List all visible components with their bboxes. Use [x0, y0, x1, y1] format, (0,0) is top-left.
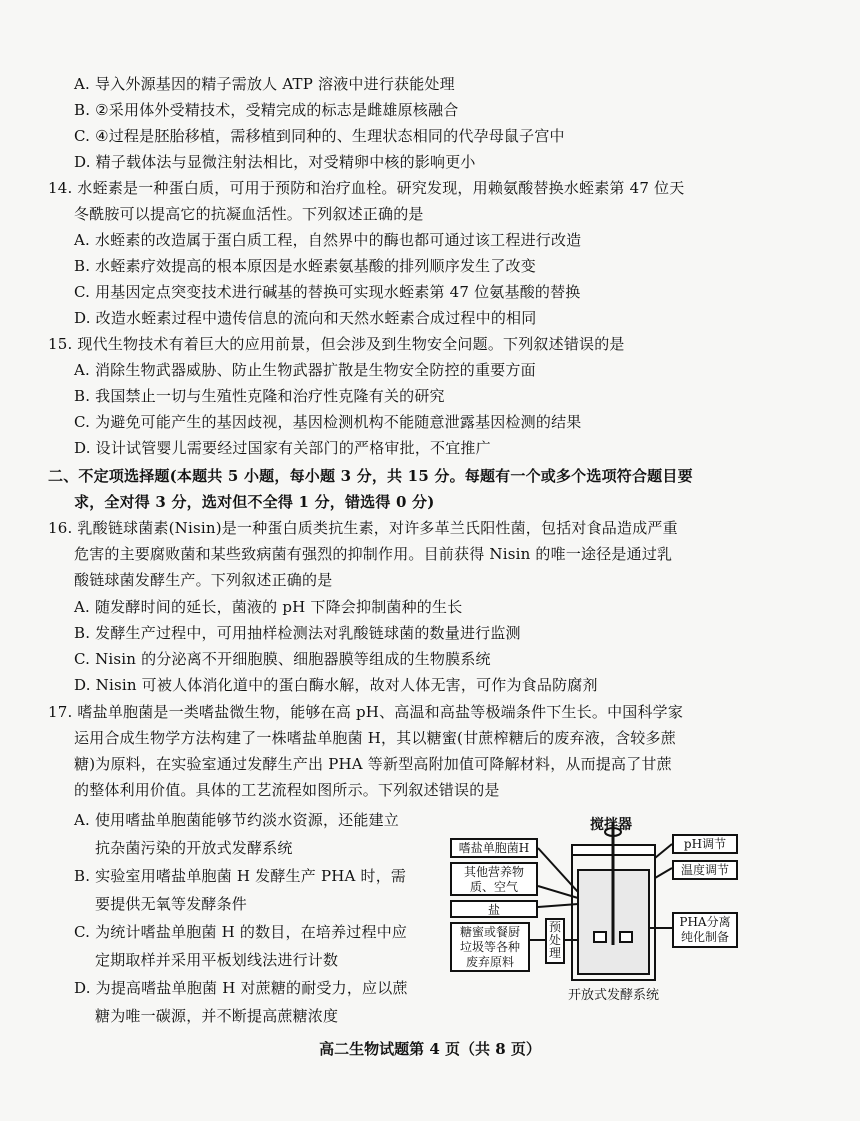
line-13d: D. 精子载体法与显微注射法相比，对受精卵中核的影响更小 [74, 153, 476, 171]
line-16d: D. Nisin 可被人体消化道中的蛋白酶水解，故对人体无害，可作为食品防腐剂 [74, 676, 598, 694]
question-17-stem-cont2: 糖)为原料，在实验室通过发酵生产出 PHA 等新型高附加值可降解材料，从而提高了甘蔗 [74, 755, 672, 773]
ph-box: pH调节 [672, 834, 738, 854]
line-17d: D. 为提高嗜盐单胞菌 H 对蔗糖的耐受力，应以蔗 [74, 979, 408, 997]
question-16-stem-cont2: 酸链球菌发酵生产。下列叙述正确的是 [74, 571, 333, 589]
impeller-left [594, 932, 606, 942]
line-17c-cont: 定期取样并采用平板划线法进行计数 [95, 951, 339, 969]
line-14d: D. 改造水蛭素过程中遗传信息的流向和天然水蛭素合成过程中的相同 [74, 309, 537, 327]
pha-box: PHA分离纯化制备 [672, 912, 738, 948]
temp-box: 温度调节 [672, 860, 738, 880]
nutrients-box: 其他营养物质、空气 [450, 862, 538, 896]
page-footer: 高二生物试题第 4 页（共 8 页） [319, 1040, 541, 1058]
question-14-stem: 14. 水蛭素是一种蛋白质，可用于预防和治疗血栓。研究发现，用赖氨酸替换水蛭素第 47 位天 [48, 179, 685, 197]
line-15a: A. 消除生物武器威胁、防止生物武器扩散是生物安全防控的重要方面 [74, 361, 536, 379]
line-15d: D. 设计试管婴儿需要经过国家有关部门的严格审批，不宜推广 [74, 439, 491, 457]
line-16b: B. 发酵生产过程中，可用抽样检测法对乳酸链球菌的数量进行监测 [74, 624, 521, 642]
line-17a-cont: 抗杂菌污染的开放式发酵系统 [95, 839, 293, 857]
question-17-stem: 17. 嗜盐单胞菌是一类嗜盐微生物，能够在高 pH、高温和高盐等极端条件下生长。中国科学家 [48, 703, 684, 721]
arrow-ph [655, 844, 672, 858]
line-14b: B. 水蛭素疗效提高的根本原因是水蛭素氨基酸的排列顺序发生了改变 [74, 257, 536, 275]
salt-box: 盐 [450, 900, 538, 918]
line-17c: C. 为统计嗜盐单胞菌 H 的数目，在培养过程中应 [74, 923, 408, 941]
line-15c: C. 为避免可能产生的基因歧视，基因检测机构不能随意泄露基因检测的结果 [74, 413, 582, 431]
line-13a: A. 导入外源基因的精子需放人 ATP 溶液中进行获能处理 [74, 75, 455, 93]
impeller-right [620, 932, 632, 942]
pretreat-box: 预处理 [545, 918, 565, 964]
line-16a: A. 随发酵时间的延长，菌液的 pH 下降会抑制菌种的生长 [74, 598, 463, 616]
line-14c: C. 用基因定点突变技术进行碱基的替换可实现水蛭素第 47 位氨基酸的替换 [74, 283, 581, 301]
line-13b: B. ②采用体外受精技术，受精完成的标志是雌雄原核融合 [74, 101, 459, 119]
question-17-stem-cont3: 的整体利用价值。具体的工艺流程如图所示。下列叙述错误的是 [74, 781, 500, 799]
line-16c: C. Nisin 的分泌离不开细胞膜、细胞器膜等组成的生物膜系统 [74, 650, 491, 668]
question-14-stem-cont: 冬酰胺可以提高它的抗凝血活性。下列叙述正确的是 [74, 205, 424, 223]
diagram-caption: 开放式发酵系统 [568, 988, 660, 1003]
line-17b-cont: 要提供无氧等发酵条件 [95, 895, 248, 913]
question-16-stem: 16. 乳酸链球菌素(Nisin)是一种蛋白质类抗生素，对许多革兰氏阳性菌，包括对食品造成严重 [48, 519, 678, 537]
arrow-temp [655, 868, 672, 878]
line-17a: A. 使用嗜盐单胞菌能够节约淡水资源，还能建立 [74, 811, 399, 829]
question-17-stem-cont1: 运用合成生物学方法构建了一株嗜盐单胞菌 H，其以糖蜜(甘蔗榨糖后的废弃液，含较多蔗 [74, 729, 676, 747]
line-13c: C. ④过程是胚胎移植，需移植到同种的、生理状态相同的代孕母鼠子宫中 [74, 127, 565, 145]
section-heading-cont: 求，全对得 3 分，选对但不全得 1 分，错选得 0 分) [74, 493, 435, 511]
line-17b: B. 实验室用嗜盐单胞菌 H 发酵生产 PHA 时，需 [74, 867, 407, 885]
waste-box: 糖蜜或餐厨垃圾等各种废弃原料 [450, 922, 530, 972]
section-heading: 二、不定项选择题(本题共 5 小题，每小题 3 分，共 15 分。每题有一个或多个选项符合题目要 [48, 467, 693, 485]
line-14a: A. 水蛭素的改造属于蛋白质工程，自然界中的酶也都可通过该工程进行改造 [74, 231, 582, 249]
line-15b: B. 我国禁止一切与生殖性克隆和治疗性克隆有关的研究 [74, 387, 445, 405]
question-15-stem: 15. 现代生物技术有着巨大的应用前景，但会涉及到生物安全问题。下列叙述错误的是 [48, 335, 625, 353]
stirrer-label: 搅拌器 [590, 817, 632, 833]
strain-box: 嗜盐单胞菌H [450, 838, 538, 858]
question-16-stem-cont1: 危害的主要腐败菌和某些致病菌有强烈的抑制作用。目前获得 Nisin 的唯一途径是通过乳 [74, 545, 673, 563]
line-17d-cont: 糖为唯一碳源，并不断提高蔗糖浓度 [95, 1007, 339, 1025]
